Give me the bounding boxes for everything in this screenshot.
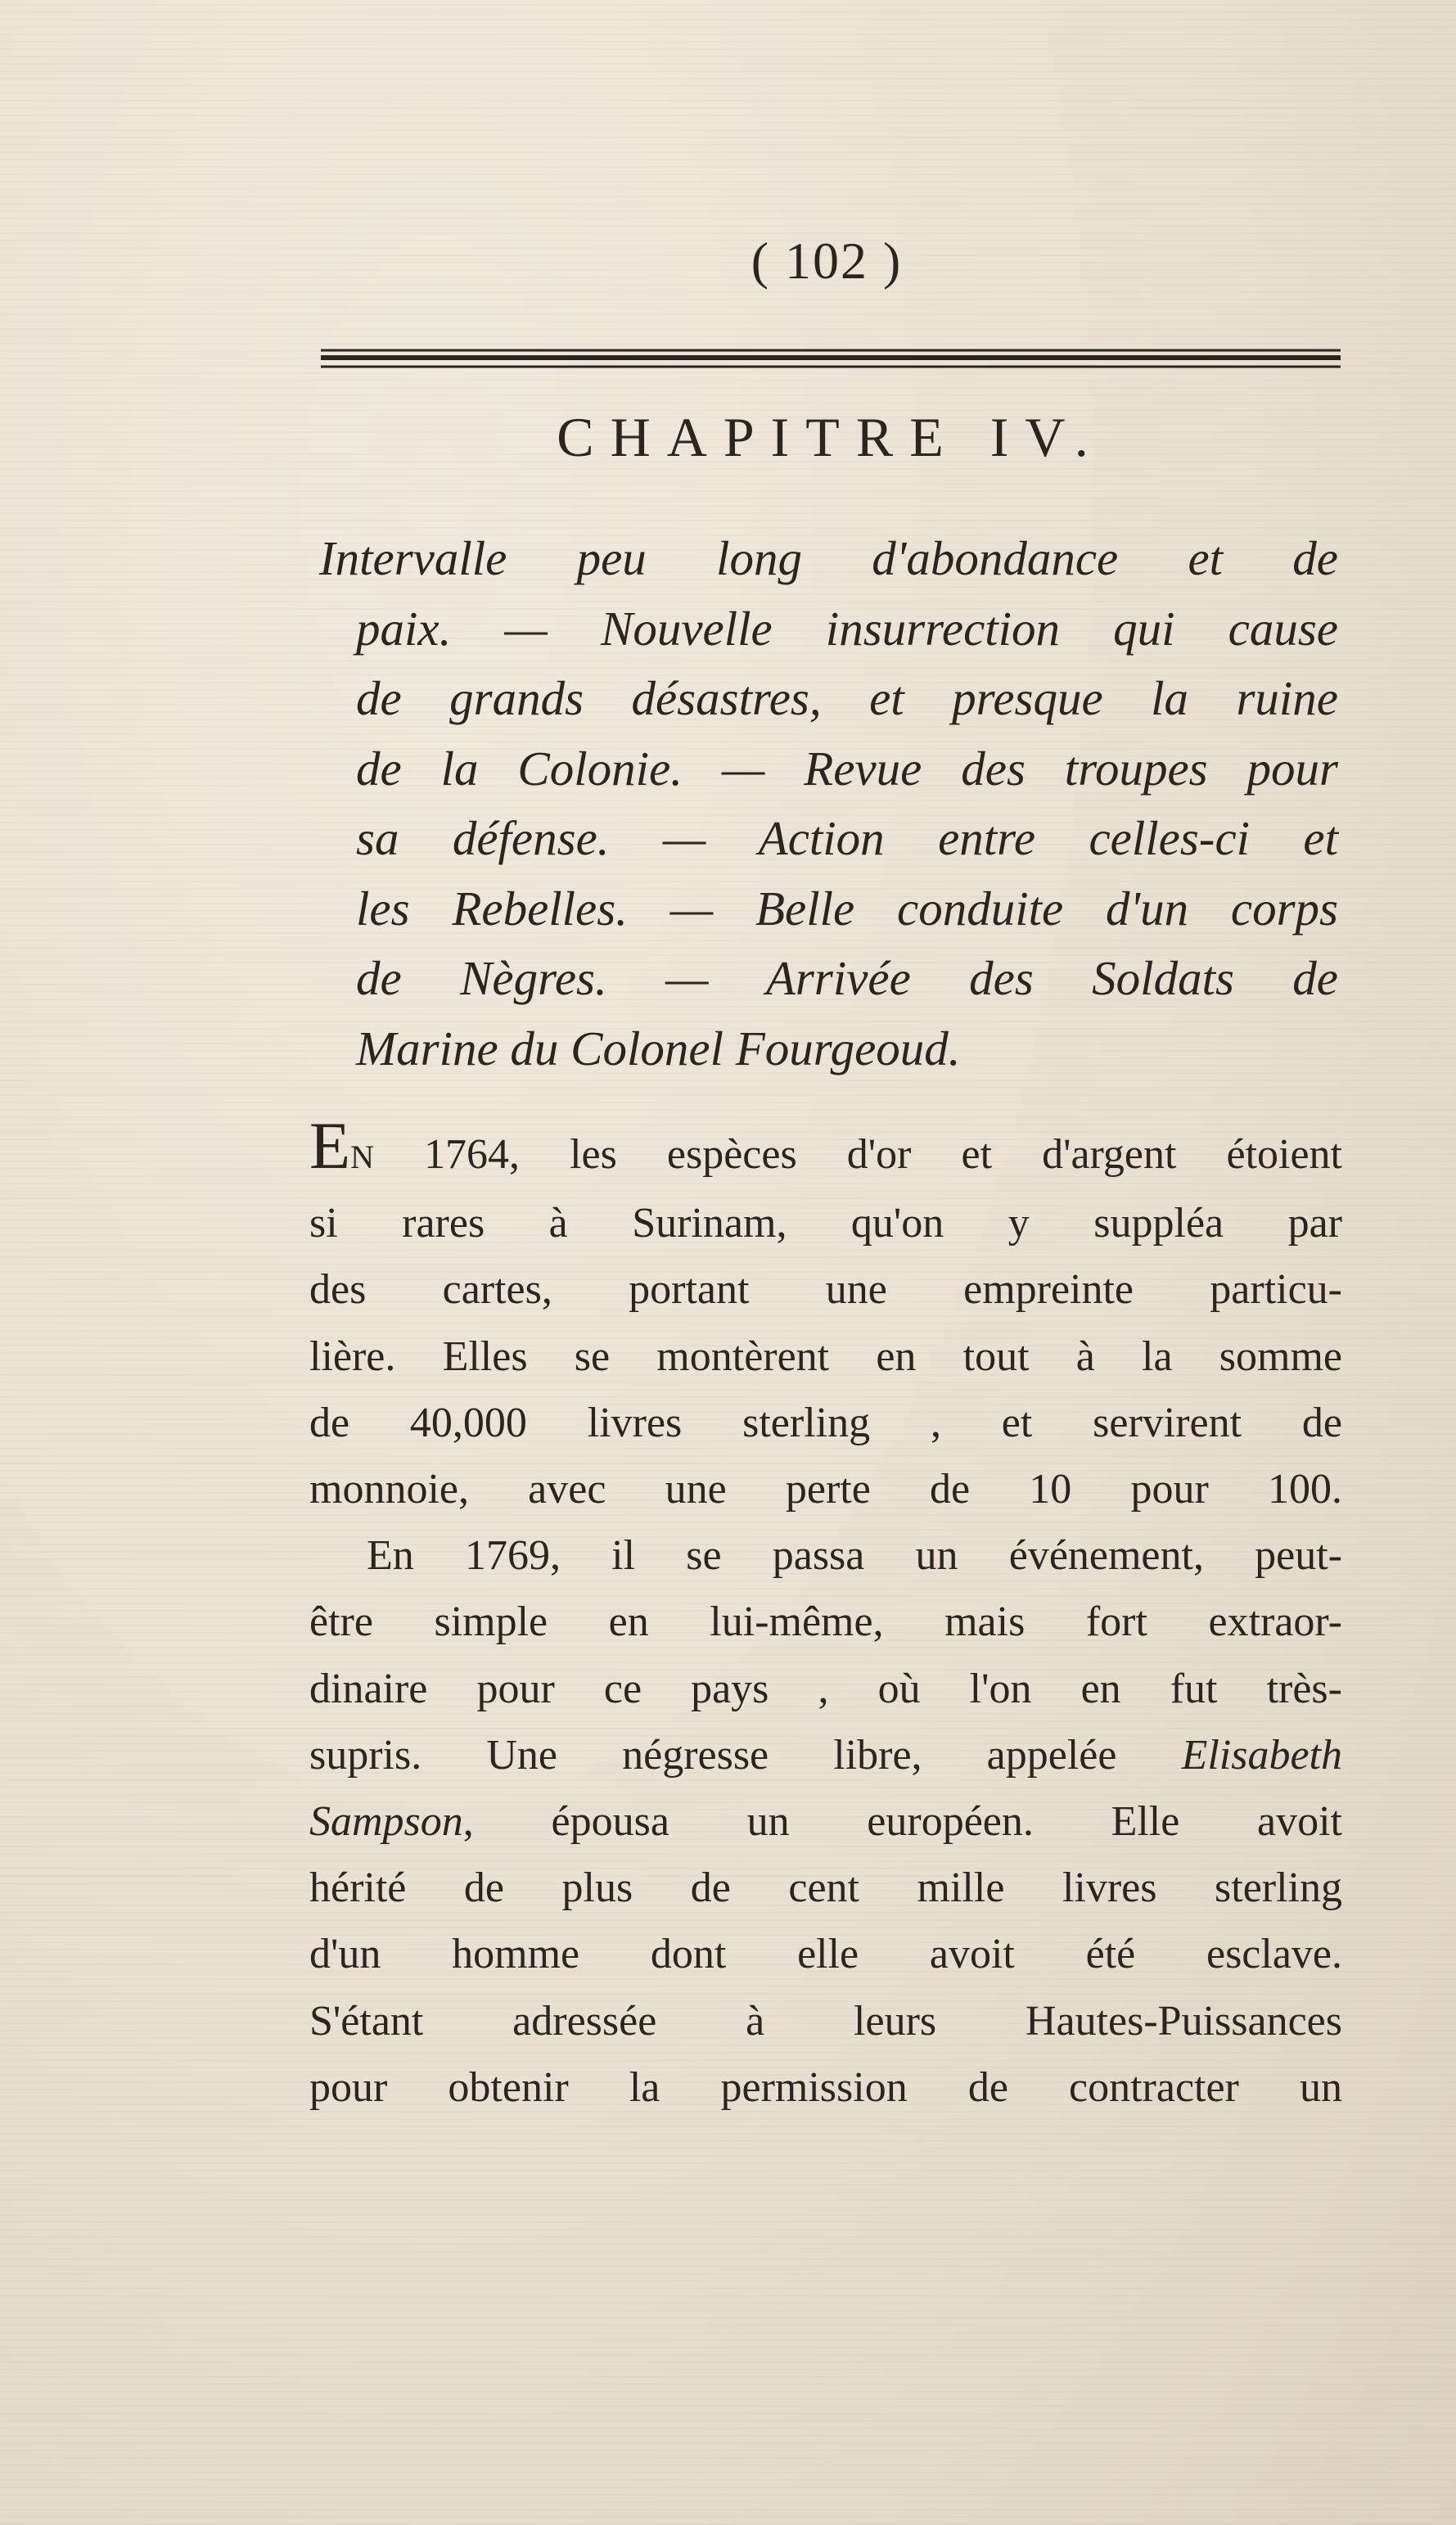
summary-line: Intervalle peu long d'abondance et de xyxy=(319,531,1338,585)
italic-name: Sampson xyxy=(309,1798,463,1846)
body-line: de 40,000 livres sterling , et servirent de xyxy=(309,1399,1342,1446)
body-line: dinaire pour ce pays , où l'on en fut très- xyxy=(309,1665,1342,1712)
summary-line: les Rebelles. — Belle conduite d'un corps xyxy=(356,881,1338,936)
body-line-text: supris. Une négresse libre, appelée xyxy=(309,1731,1182,1779)
body-line-text: 1764, les espèces d'or et d'argent étoient xyxy=(373,1131,1342,1178)
body-line: S'étant adressée à leurs Hautes-Puissances xyxy=(309,1997,1342,2045)
body-line: pour obtenir la permission de contracter un xyxy=(309,2063,1342,2111)
body-line xyxy=(309,1722,1342,1788)
summary-line: de la Colonie. — Revue des troupes pour xyxy=(356,741,1338,796)
summary-line: Marine du Colonel Fourgeoud. xyxy=(356,1021,961,1075)
page-number: ( 102 ) xyxy=(751,232,903,290)
drop-cap: E xyxy=(309,1108,351,1183)
body-line-text: , épousa un européen. Elle avoit xyxy=(462,1798,1342,1846)
chapter-title: CHAPITRE IV. xyxy=(557,406,1105,468)
chapter-summary xyxy=(319,524,1338,1084)
body-line: des cartes, portant une empreinte particu- xyxy=(309,1266,1342,1314)
summary-line: de grands désastres, et presque la ruine xyxy=(356,671,1338,725)
summary-line: paix. — Nouvelle insurrection qui cause xyxy=(356,601,1338,656)
body-line: hérité de plus de cent mille livres sterling xyxy=(309,1864,1342,1912)
body-line xyxy=(309,1788,1342,1855)
summary-line: sa défense. — Action entre celles-ci et xyxy=(356,811,1338,865)
body-line xyxy=(309,1108,1342,1190)
summary-line: de Nègres. — Arrivée des Soldats de xyxy=(356,951,1338,1005)
italic-name: Elisabeth xyxy=(1181,1731,1342,1779)
body-line: lière. Elles se montèrent en tout à la somme xyxy=(309,1332,1342,1380)
body-line: être simple en lui-même, mais fort extraor- xyxy=(309,1598,1342,1646)
chapter-rule xyxy=(321,344,1341,372)
body-line: d'un homme dont elle avoit été esclave. xyxy=(309,1931,1342,1978)
body-line: En 1769, il se passa un événement, peut- xyxy=(367,1532,1342,1580)
body-line: si rares à Surinam, qu'on y suppléa par xyxy=(309,1200,1342,1247)
small-caps: N xyxy=(350,1139,374,1175)
body-text xyxy=(309,1108,1342,2121)
body-line: monnoie, avec une perte de 10 pour 100. xyxy=(309,1466,1342,1513)
